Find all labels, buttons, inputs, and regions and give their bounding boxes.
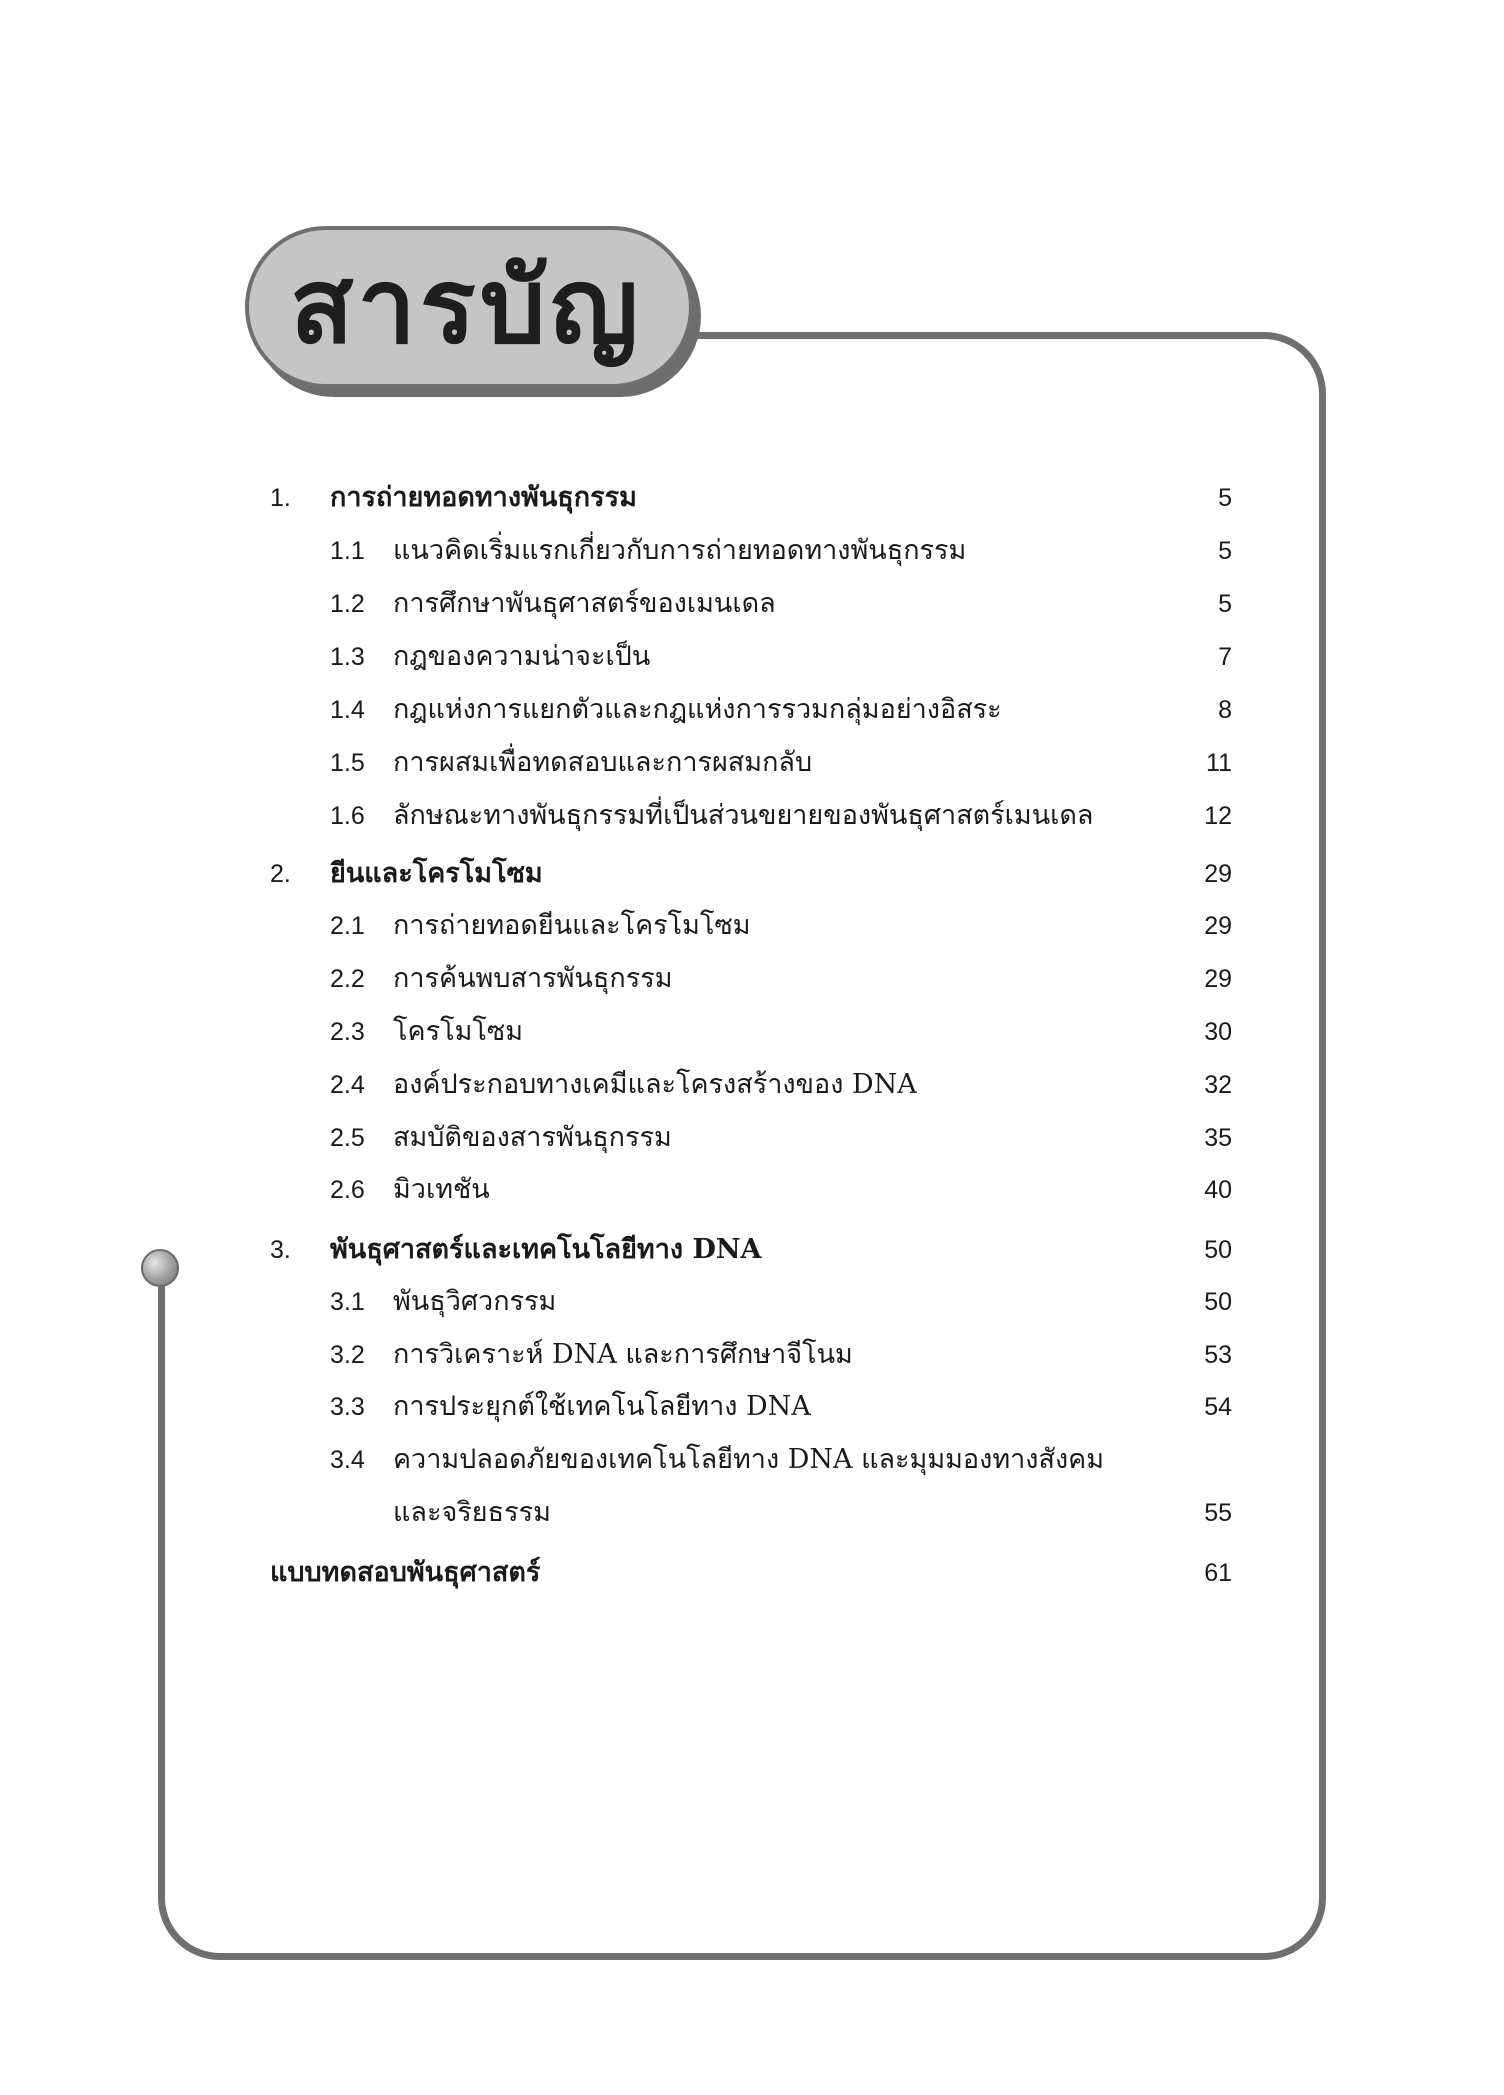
toc-page: 5 [1218,590,1232,618]
toc-page: 12 [1204,802,1232,830]
toc-page: 8 [1218,696,1232,724]
toc-page: 54 [1204,1393,1232,1421]
toc-page: 50 [1204,1236,1232,1264]
toc-page: 35 [1204,1124,1232,1152]
toc-number: 3.3 [330,1393,365,1421]
toc-page: 29 [1204,965,1232,993]
toc-number: 2.2 [330,965,365,993]
toc-title-continued: และจริยธรรม [393,1497,551,1528]
toc-title: การวิเคราะห์ DNA และการศึกษาจีโนม [393,1339,853,1370]
toc-number: 1.3 [330,643,365,671]
toc-title: พันธุศาสตร์และเทคโนโลยีทาง DNA [330,1234,762,1265]
toc-page: 53 [1204,1341,1232,1369]
toc-section-1-6[interactable] [0,790,1504,842]
toc-page: 29 [1204,860,1232,888]
toc-number: 2. [270,860,291,888]
toc-number: 2.6 [330,1176,365,1204]
toc-page: 61 [1204,1559,1232,1587]
toc-page: 29 [1204,912,1232,940]
toc-title: การประยุกต์ใช้เทคโนโลยีทาง DNA [393,1391,811,1422]
toc-section-2-6[interactable] [0,1164,1504,1216]
toc-section-1-2[interactable] [0,578,1504,630]
toc-number: 1.6 [330,802,365,830]
toc-title: การถ่ายทอดทางพันธุกรรม [330,482,637,513]
toc-number: 2.1 [330,912,365,940]
toc-page: 40 [1204,1176,1232,1204]
toc-number: 1.1 [330,537,365,565]
toc-section-3-4[interactable] [0,1434,1504,1486]
toc-section-3-3[interactable] [0,1381,1504,1433]
toc-section-1-3[interactable] [0,631,1504,683]
toc-number: 2.5 [330,1124,365,1152]
toc-title: แบบทดสอบพันธุศาสตร์ [270,1557,541,1588]
toc-number: 1.4 [330,696,365,724]
toc-page: 11 [1206,749,1232,777]
toc-page: 55 [1204,1499,1232,1527]
toc-section-2-3[interactable] [0,1006,1504,1058]
toc-section-2-2[interactable] [0,953,1504,1005]
toc-number: 2.4 [330,1071,365,1099]
toc-title: กฎแห่งการแยกตัวและกฎแห่งการรวมกลุ่มอย่างอิสระ [393,694,1002,725]
toc-section-1-1[interactable] [0,525,1504,577]
toc-title: กฎของความน่าจะเป็น [393,641,651,672]
toc-number: 1. [270,484,291,512]
toc-title: การค้นพบสารพันธุกรรม [393,963,673,994]
toc-section-2-1[interactable] [0,900,1504,952]
toc-title: ยีนและโครโมโซม [330,858,543,889]
toc-number: 1.5 [330,749,365,777]
toc-page: 5 [1218,484,1232,512]
toc-number: 2.3 [330,1018,365,1046]
toc-title: สมบัติของสารพันธุกรรม [393,1122,672,1153]
toc-number: 1.2 [330,590,365,618]
toc-title: โครโมโซม [393,1016,523,1047]
toc-title: การผสมเพื่อทดสอบและการผสมกลับ [393,747,813,778]
toc-title: องค์ประกอบทางเคมีและโครงสร้างของ DNA [393,1069,917,1100]
toc-title: พันธุวิศวกรรม [393,1286,557,1317]
toc-section-1-5[interactable] [0,737,1504,789]
toc-number: 3.4 [330,1446,365,1474]
toc-section-2-5[interactable] [0,1112,1504,1164]
toc-number: 3. [270,1236,291,1264]
toc-title: ความปลอดภัยของเทคโนโลยีทาง DNA และมุมมองทางสังคม [393,1444,1104,1475]
toc-section-3-2[interactable] [0,1329,1504,1381]
toc-page: 7 [1218,643,1232,671]
toc-page: 50 [1204,1288,1232,1316]
toc-title: การศึกษาพันธุศาสตร์ของเมนเดล [393,588,776,619]
toc-page: 32 [1204,1071,1232,1099]
toc-chapter-1[interactable] [0,472,1504,524]
toc-chapter-3[interactable] [0,1224,1504,1276]
toc-section-1-4[interactable] [0,684,1504,736]
toc-section-3-1[interactable] [0,1276,1504,1328]
toc-title: การถ่ายทอดยีนและโครโมโซม [393,910,751,941]
toc-title: แนวคิดเริ่มแรกเกี่ยวกับการถ่ายทอดทางพันธุกรรม [393,535,967,566]
toc-title: ลักษณะทางพันธุกรรมที่เป็นส่วนขยายของพันธุศาสตร์เมนเดล [393,800,1094,831]
toc-page: 30 [1204,1018,1232,1046]
toc-test[interactable] [0,1547,1504,1599]
toc-number: 3.2 [330,1341,365,1369]
toc-section-2-4[interactable] [0,1059,1504,1111]
toc-section-3-4-continued[interactable] [0,1487,1504,1539]
page-title: สารบัญ [290,245,643,367]
toc-number: 3.1 [330,1288,365,1316]
toc-chapter-2[interactable] [0,848,1504,900]
toc-title: มิวเทชัน [393,1174,490,1205]
toc-page: 5 [1218,537,1232,565]
